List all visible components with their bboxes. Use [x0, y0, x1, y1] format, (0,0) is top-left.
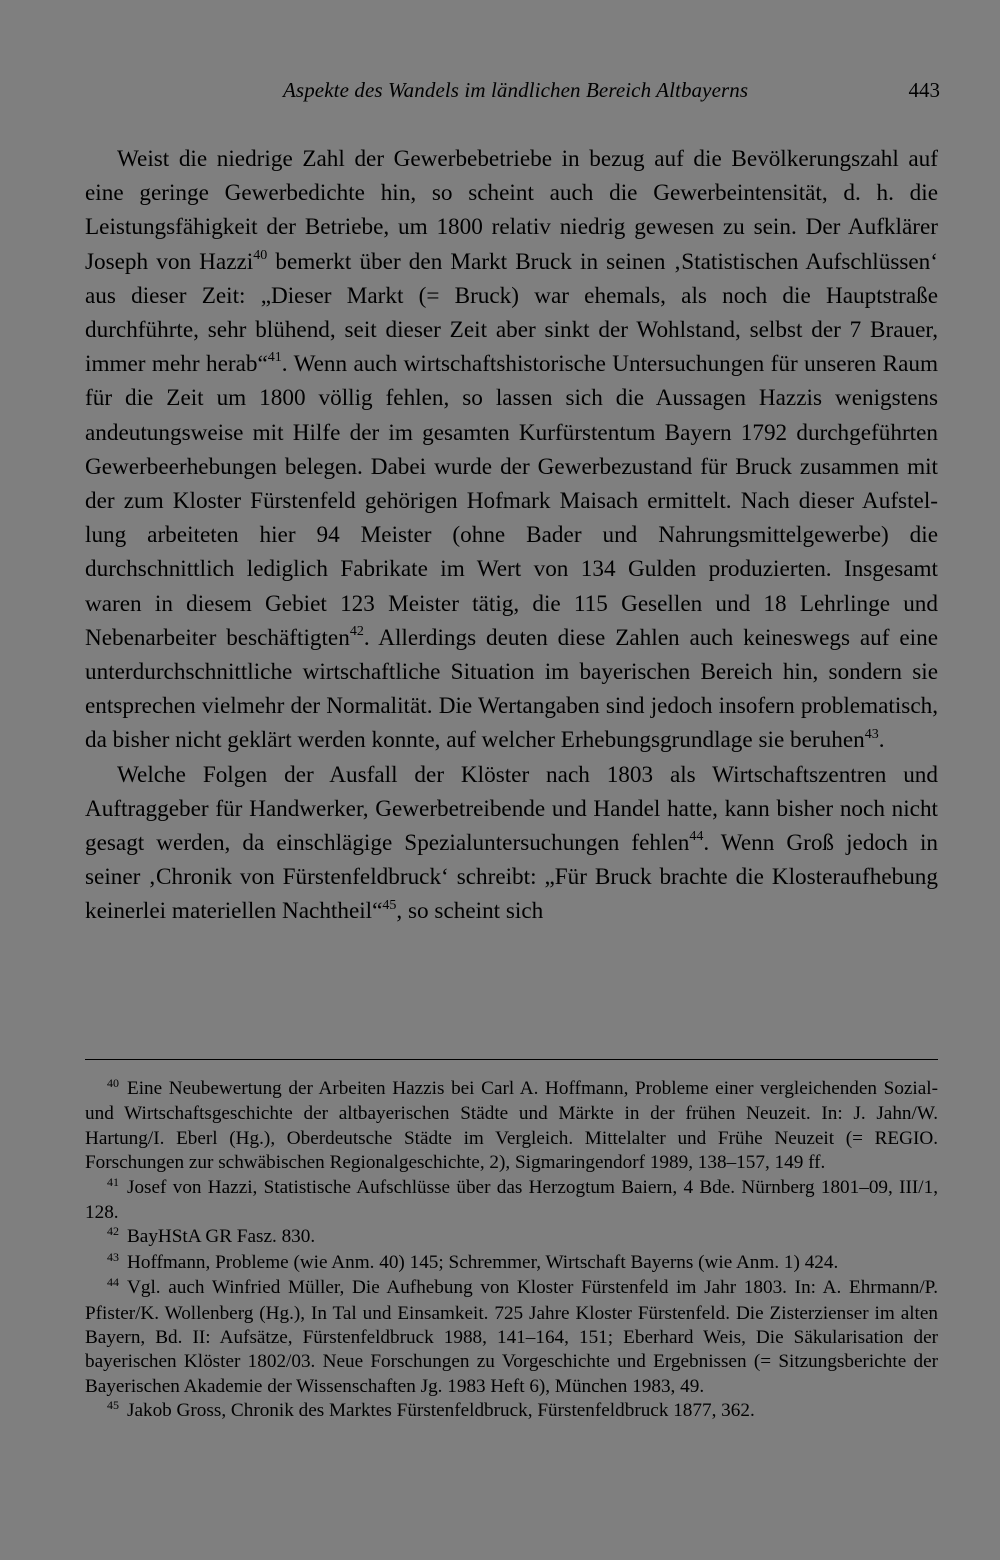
footnote-reference: 45 [382, 897, 397, 913]
footnote-number: 45 [107, 1398, 119, 1413]
footnote-text: Eine Neubewertung der Arbeiten Hazzis bei Carl A. Hoffmann, Probleme einer vergleichenden Sozial- und Wirtschaftsgeschichte der altbayerischen Städte und Märkte in der frühen Neuzeit. In: J. Jahn/W. Hartung/I. Eberl (Hg.), Oberdeutsche Städte im Vergleich. Mittelalter und Frühe Neuzeit (= REGIO. Forschungen zur schwäbischen Regionalgeschichte, 2), Sigmaringendorf 1989, 138–157, 149 ff. [85, 1078, 938, 1174]
running-header [85, 78, 940, 110]
footnote [85, 1251, 938, 1276]
footnote-text: Jakob Gross, Chronik des Marktes Fürstenfeldbruck, Fürstenfeldbruck 1877, 362. [127, 1400, 755, 1422]
paragraph-text: Weist die niedrige Zahl der Gewerbebetriebe in bezug auf die Bevölkerungszahl auf eine geringe Gewerbedichte hin, so scheint auch die Gewerbeintensität, d. h. die Leistungsfähigkeit der Betriebe, um 1800 relativ niedrig gewesen zu sein. Der Aufklärer Joseph von Hazzi [85, 146, 938, 275]
footnote-reference: 44 [689, 829, 704, 845]
page-number: 443 [908, 78, 940, 102]
paragraph [85, 142, 938, 758]
footnote-reference: 43 [864, 726, 879, 742]
footnote [85, 1077, 938, 1176]
footnotes [85, 1077, 938, 1425]
paragraph-text: . Wenn Groß jedoch in seiner ‚Chronik von Fürstenfeldbruck‘ schreibt: „Für Bruck brachte die Klosteraufhebung keinerlei materiellen Nachtheil“ [85, 830, 938, 925]
footnote-text: BayHStA GR Fasz. 830. [127, 1226, 316, 1248]
footnote-reference: 41 [267, 350, 282, 366]
footnote-text: Hoffmann, Probleme (wie Anm. 40) 145; Schremmer, Wirtschaft Bayerns (wie Anm. 1) 424. [127, 1251, 839, 1273]
footnote [85, 1399, 938, 1424]
footnote-number: 41 [107, 1174, 119, 1189]
footnote-reference: 42 [349, 624, 364, 640]
running-title: Aspekte des Wandels im ländlichen Bereich Altbayerns [283, 78, 749, 102]
paragraph [85, 758, 938, 929]
footnote-number: 43 [107, 1249, 119, 1264]
paragraph-text: , so scheint sich [396, 898, 544, 925]
footnote-number: 44 [107, 1275, 119, 1290]
footnote [85, 1225, 938, 1250]
paragraph-text: bemerkt über den Markt Bruck in seinen ‚Statistischen Aufschlüssen‘ aus dieser Zeit: „Dieser Markt (= Bruck) war ehemals, als noch die Hauptstraße durchführte, sehr blühend, seit dieser Zeit aber sinkt der Wohlstand, selbst der 7 Brauer, immer mehr herab“ [85, 248, 938, 378]
body-text [85, 142, 938, 929]
footnote-text: Josef von Hazzi, Statistische Aufschlüsse über das Herzogtum Baiern, 4 Bde. Nürnberg 1801–09, III/1, 128. [85, 1176, 938, 1224]
footnote-divider [85, 1059, 938, 1060]
footnote-number: 40 [107, 1076, 119, 1090]
footnote-reference: 40 [253, 247, 268, 263]
footnote [85, 1176, 938, 1226]
paragraph-text: . Allerdings deuten diese Zahlen auch keineswegs auf eine unterdurchschnittliche wirtschaftliche Situation im bayerischen Bereich hin, sondern sie entsprechen vielmehr der Normalität. Die Wertangaben sind jedoch insofern problematisch, da bisher nicht geklärt werden konnte, auf welcher Erhebungsgrundlage sie beruhen [85, 624, 938, 754]
footnote [85, 1276, 938, 1399]
footnote-text: Vgl. auch Winfried Müller, Die Aufhebung von Kloster Fürstenfeld im Jahr 1803. In: A. Ehrmann/P. Pfister/K. Wollenberg (Hg.), In Tal und Einsamkeit. 725 Jahre Kloster Fürstenfeld. Die Zisterzienser im alten Bayern, Bd. II: Aufsätze, Fürstenfeldbruck 1988, 141–164, 151; Eberhard Weis, Die Säkularisation der bayerischen Klöster 1802/03. Neue Forschungen zu Vorgeschichte und Ergebnissen (= Sitzungsberichte der Bayerischen Akademie der Wissenschaften Jg. 1983 Heft 6), München 1983, 49. [85, 1277, 938, 1397]
paragraph-text: . [878, 727, 885, 754]
paragraph-text: Welche Folgen der Ausfall der Klöster nach 1803 als Wirtschaftszentren und Auftraggeber für Handwerker, Gewerbetreibende und Handel hatte, kann bisher noch nicht gesagt werden, da einschlägige Spezialuntersuchungen fehlen [85, 761, 938, 857]
paragraph-text: . Wenn auch wirtschaftshistorische Untersuchungen für unseren Raum für die Zeit um 1800 völlig fehlen, so lassen sich die Aussagen Hazzis wenigstens andeutungsweise mit Hilfe der im gesamten Kurfürstentum Bayern 1792 durchgeführten Gewerbeerhebungen belegen. Dabei wurde der Gewerbezustand für Bruck zusammen mit der zum Kloster Fürstenfeld gehörigen Hofmark Maisach ermittelt. Nach dieser Aufstellung arbeiteten hier 94 Meister (ohne Bader und Nahrungsmittelgewerbe) die durchschnittlich lediglich Fabrikate im Wert von 134 Gulden produzierten. Insgesamt waren in diesem Gebiet 123 Meister tätig, die 115 Gesellen und 18 Lehrlinge und Nebenarbeiter beschäftigten [85, 351, 938, 651]
footnote-number: 42 [107, 1224, 119, 1239]
